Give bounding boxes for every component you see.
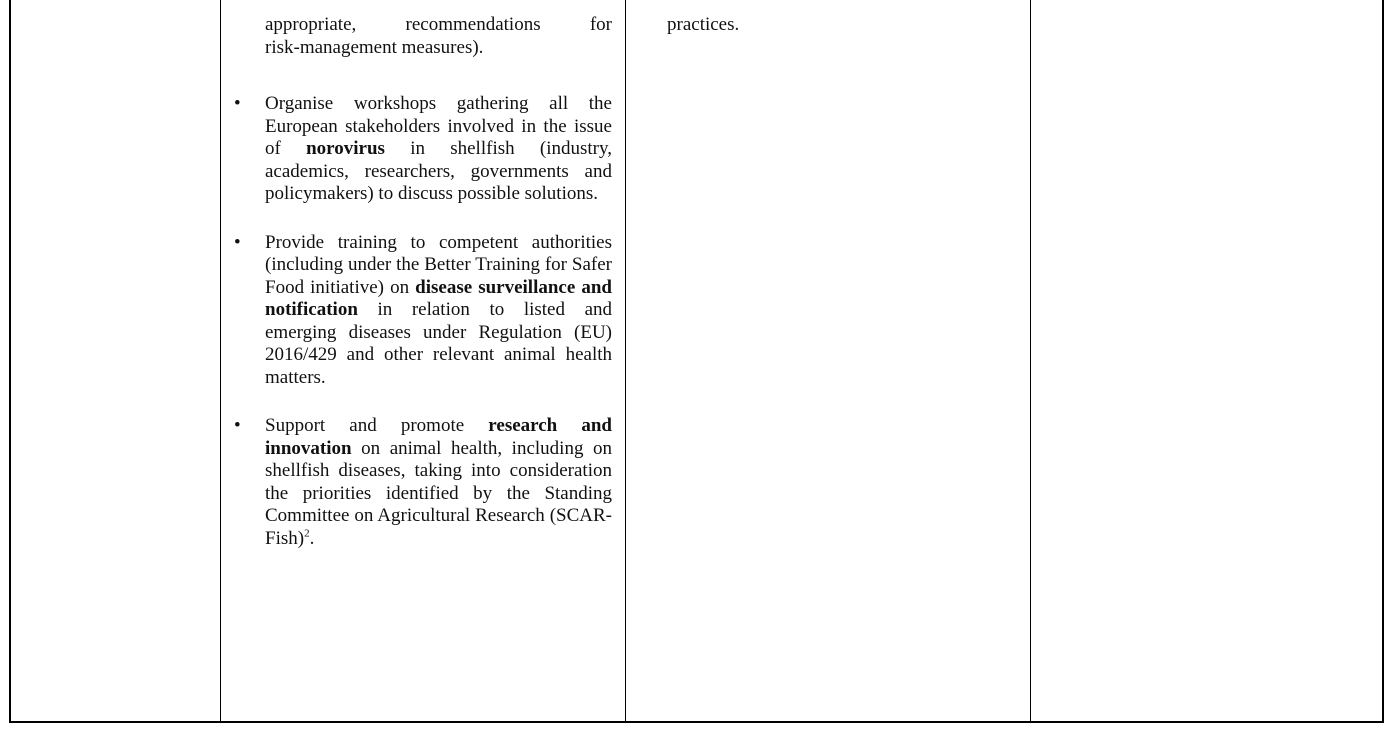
list-item-workshops: [234, 93, 612, 206]
col3-text: practices.: [667, 14, 740, 35]
document-table: [9, 0, 1384, 723]
bullet-icon: •: [234, 231, 241, 253]
table-divider-2: [625, 0, 626, 723]
item-text: Organise workshops gathering all the European stakeholders involved in the issue of norovirus in shellfish (industry, academics, researchers, governments and policymakers) to discuss possible solutions.: [265, 93, 612, 204]
list-item-research: [234, 415, 612, 550]
table-border-right: [1382, 0, 1384, 723]
bullet-list: [234, 93, 612, 550]
list-item-training: [234, 232, 612, 390]
item-text: Support and promote research and innovation on animal health, including on shellfish diseases, taking into consideration the priorities identified by the Standing Committee on Agricultural Research (SCAR-Fish)$^2$.: [265, 415, 612, 549]
bullet-icon: •: [234, 415, 241, 436]
table-divider-3: [1030, 0, 1031, 723]
lead-line-2: risk-management measures).: [265, 36, 484, 58]
lead-line-1: appropriate, recommendations for: [265, 14, 612, 35]
table-border-bottom: [9, 721, 1384, 723]
table-divider-1: [220, 0, 221, 723]
item-text: Provide training to competent authorities (including under the Better Training for Safer Food initiative) on disease surveillance and notification in relation to listed and emerging diseases under Regulation (EU) 2016/429 and other relevant animal health matters.: [265, 231, 613, 388]
table-border-left: [9, 0, 11, 723]
bullet-icon: •: [234, 93, 241, 114]
lead-paragraph: [265, 14, 612, 59]
footnote-ref: 2: [304, 527, 310, 540]
